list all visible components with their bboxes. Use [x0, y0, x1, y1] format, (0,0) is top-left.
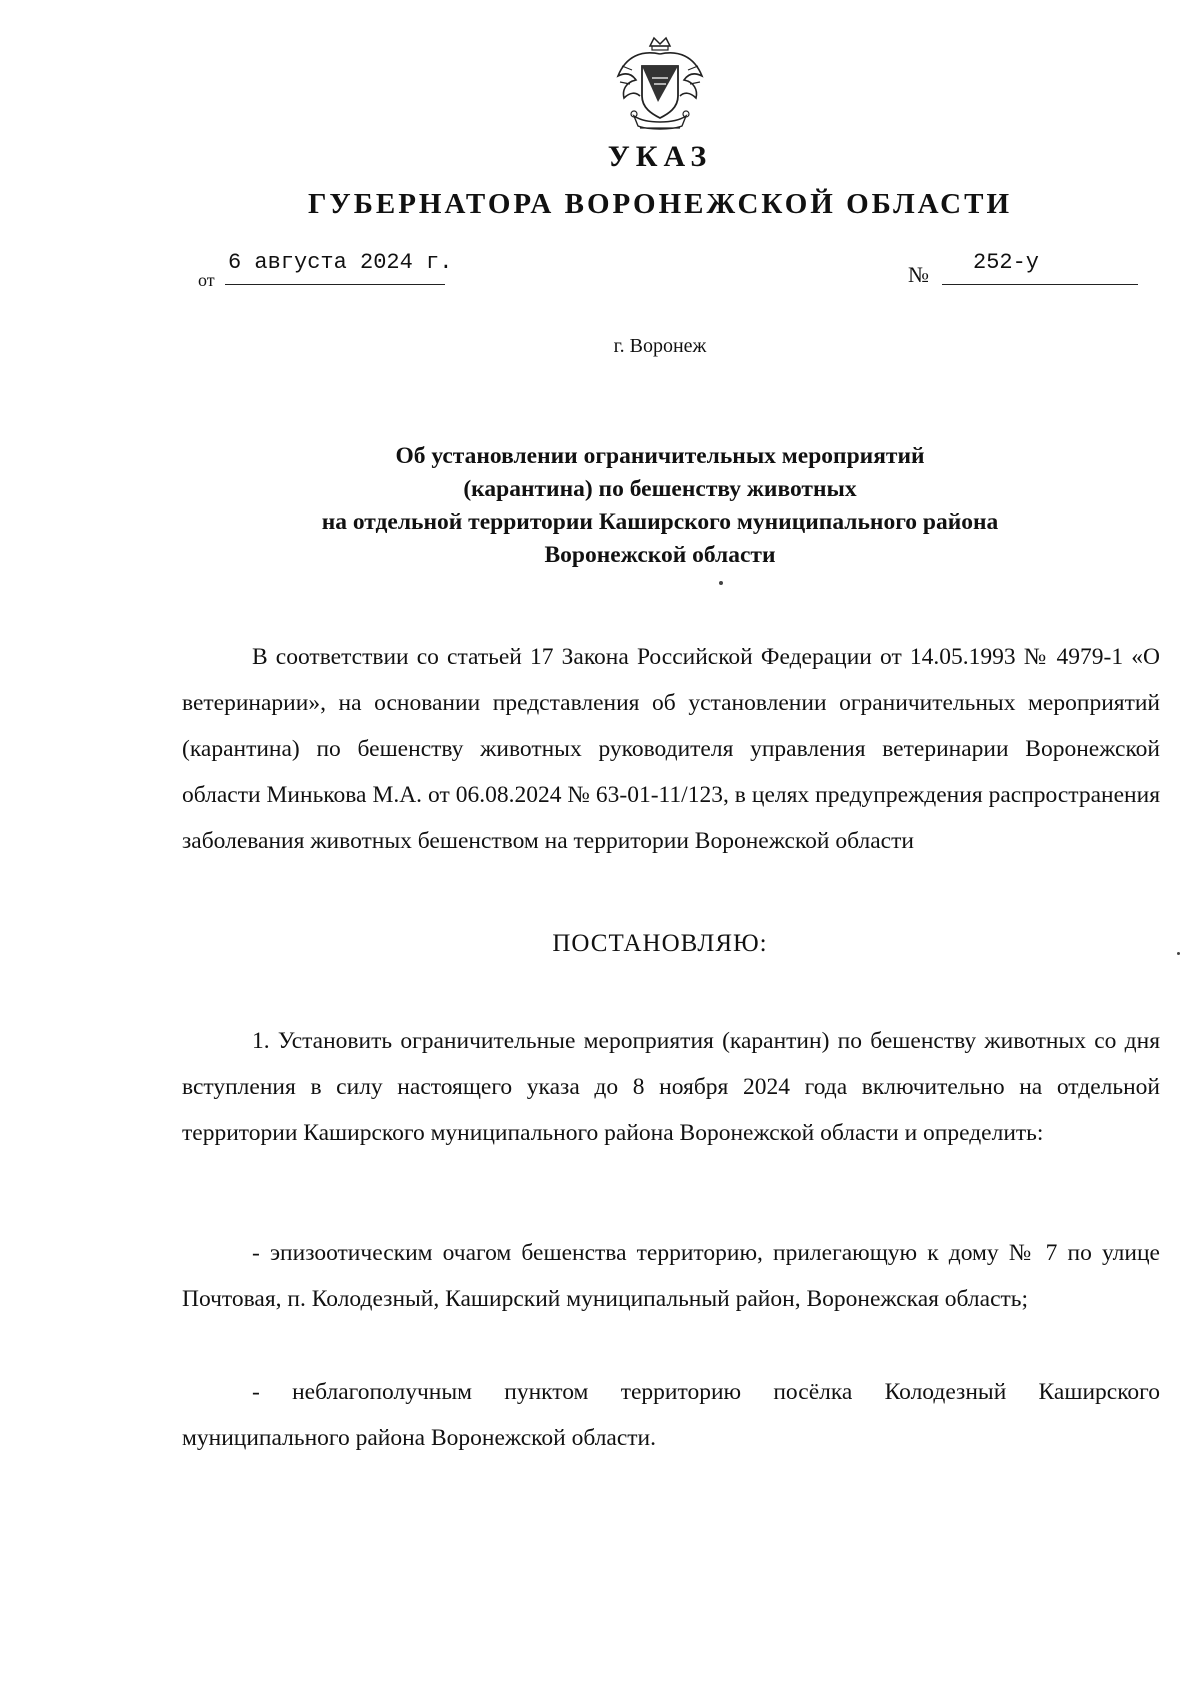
coat-of-arms-icon	[612, 36, 708, 136]
bullet-paragraph-1: - эпизоотическим очагом бешенства территорию, прилегающую к дому № 7 по улице Почтовая, п. Колодезный, Каширский муниципальный район, Воронежская область;	[182, 1240, 1160, 1312]
decree-subject	[0, 440, 1200, 572]
document-type-title: УКАЗ	[607, 140, 713, 173]
subject-line: Воронежской области	[544, 542, 776, 568]
scan-speck	[719, 581, 723, 585]
resolve-heading: ПОСТАНОВЛЯЮ:	[552, 930, 768, 957]
number-underline	[942, 284, 1138, 285]
number-label: №	[908, 262, 929, 287]
preamble-paragraph: В соответствии со статьей 17 Закона Российской Федерации от 14.05.1993 № 4979-1 «О ветеринарии», на основании представления об установлении ограничительных мероприятий (карантина) по бешенству животных руководителя управления ветеринарии Воронежской области Минькова М.А. от 06.08.2024 № 63-01-11/123, в целях предупреждения распространения заболевания животных бешенством на территории Воронежской области	[182, 644, 1160, 854]
subject-line: (карантина) по бешенству животных	[463, 476, 857, 502]
scan-speck	[1177, 952, 1180, 955]
decree-date: 6 августа 2024 г.	[228, 250, 453, 275]
date-underline	[225, 284, 445, 285]
date-number-line	[198, 250, 1158, 290]
issue-city: г. Воронеж	[613, 335, 707, 357]
bullet-paragraph-2: - неблагополучным пунктом территорию посёлка Колодезный Каширского муниципального района Воронежской области.	[182, 1379, 1160, 1451]
issuer-title: ГУБЕРНАТОРА ВОРОНЕЖСКОЙ ОБЛАСТИ	[307, 188, 1013, 220]
subject-line: Об установлении ограничительных мероприятий	[395, 443, 925, 469]
item-1-paragraph: 1. Установить ограничительные мероприятия (карантин) по бешенству животных со дня вступления в силу настоящего указа до 8 ноября 2024 года включительно на отдельной территории Каширского муниципального района Воронежской области и определить:	[182, 1028, 1160, 1146]
subject-line: на отдельной территории Каширского муниципального района	[321, 509, 999, 535]
decree-number: 252-у	[973, 250, 1040, 275]
date-prefix: от	[198, 270, 215, 290]
